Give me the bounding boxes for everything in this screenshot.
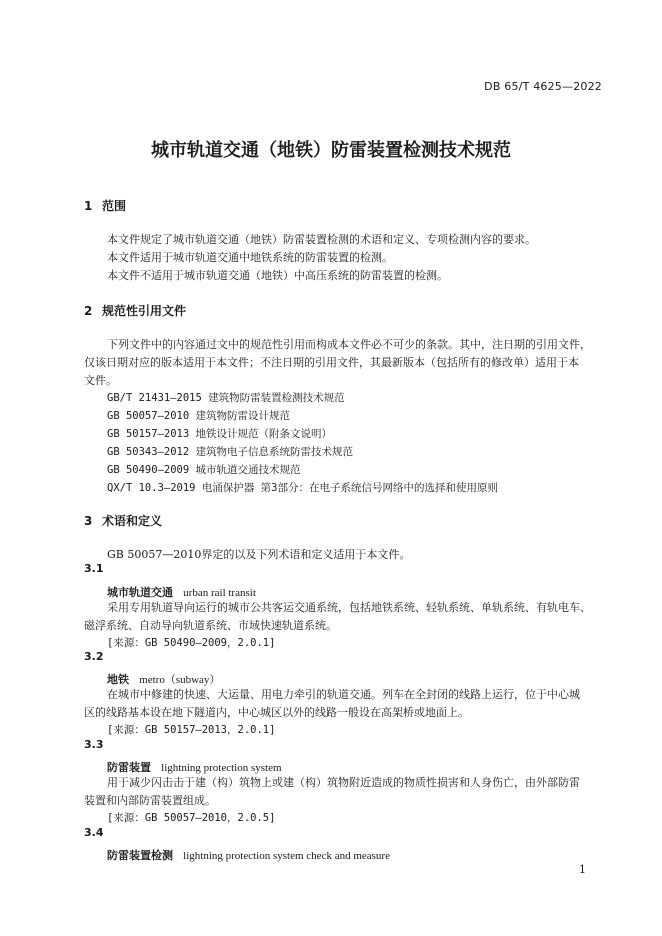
- reference-item: GB 50057—2010 建筑物防雷设计规范: [107, 410, 291, 422]
- term-definition: 装置和内部防雷装置组成。: [84, 794, 216, 807]
- paragraph: 本文件适用于城市轨道交通中地铁系统的防雷装置的检测。: [107, 251, 393, 264]
- term-english: lightning protection system check and measure: [183, 850, 390, 862]
- standard-code: DB 65/T 4625—2022: [484, 80, 602, 93]
- term-definition: 在城市中修建的快速、大运量、用电力牵引的轨道交通。列车在全封闭的线路上运行，位于中心城: [107, 688, 580, 701]
- term-source: [来源：GB 50490—2009，2.0.1]: [107, 637, 276, 649]
- page-number: 1: [579, 863, 586, 876]
- term-chinese: 防雷装置: [107, 761, 151, 774]
- term-definition: 区的线路基本设在地下隧道内，中心城区以外的线路一般设在高架桥或地面上。: [84, 706, 469, 719]
- paragraph: 本文件规定了城市轨道交通（地铁）防雷装置检测的术语和定义、专项检测内容的要求。: [107, 233, 536, 246]
- term-number: 3.1: [84, 562, 104, 575]
- term-chinese: 地铁: [107, 673, 129, 686]
- reference-item: GB 50343—2012 建筑物电子信息系统防雷技术规范: [107, 446, 354, 458]
- paragraph: 仅该日期对应的版本适用于本文件；不注日期的引用文件，其最新版本（包括所有的修改单）适用于本: [84, 356, 579, 369]
- term-entry: [107, 756, 282, 775]
- section-3-heading: [84, 512, 162, 529]
- document-title: 城市轨道交通（地铁）防雷装置检测技术规范: [151, 140, 511, 161]
- section-title: 规范性引用文件: [102, 304, 187, 318]
- term-entry: [107, 668, 220, 687]
- section-number: 1: [84, 199, 93, 213]
- term-definition: 用于减少闪击击于建（构）筑物上或建（构）筑物附近造成的物质性损害和人身伤亡，由外部防雷: [107, 776, 580, 789]
- paragraph: 下列文件中的内容通过文中的规范性引用而构成本文件必不可少的条款。其中，注日期的引用文件，: [107, 338, 591, 351]
- term-definition: 采用专用轨道导向运行的城市公共客运交通系统，包括地铁系统、轻轨系统、单轨系统、有轨电车、: [107, 601, 591, 614]
- section-number: 3: [84, 514, 93, 528]
- term-chinese: 城市轨道交通: [107, 586, 173, 599]
- term-number: 3.4: [84, 826, 104, 839]
- term-english: metro（subway）: [139, 674, 221, 686]
- section-number: 2: [84, 304, 93, 318]
- section-title: 术语和定义: [102, 514, 163, 528]
- paragraph: 本文件不适用于城市轨道交通（地铁）中高压系统的防雷装置的检测。: [107, 269, 448, 282]
- reference-item: QX/T 10.3—2019 电涌保护器 第3部分：在电子系统信号网络中的选择和使用原则: [107, 482, 498, 494]
- term-chinese: 防雷装置检测: [107, 849, 173, 862]
- term-definition: 磁浮系统、自动导向轨道系统、市域快速轨道系统。: [84, 619, 337, 632]
- section-2-heading: [84, 302, 186, 319]
- reference-item: GB/T 21431—2015 建筑物防雷装置检测技术规范: [107, 392, 345, 404]
- term-english: urban rail transit: [183, 587, 256, 599]
- section-title: 范围: [102, 199, 127, 213]
- term-source: [来源：GB 50057—2010，2.0.5]: [107, 812, 276, 824]
- term-number: 3.2: [84, 650, 104, 663]
- section-1-heading: [84, 197, 126, 214]
- term-entry: [107, 844, 390, 863]
- reference-item: GB 50157—2013 地铁设计规范（附条文说明）: [107, 428, 333, 440]
- paragraph: 文件。: [84, 374, 117, 387]
- reference-item: GB 50490—2009 城市轨道交通技术规范: [107, 464, 301, 476]
- term-number: 3.3: [84, 738, 104, 751]
- paragraph: GB 50057—2010界定的以及下列术语和定义适用于本文件。: [107, 548, 411, 561]
- term-english: lightning protection system: [161, 762, 282, 774]
- term-source: [来源：GB 50157—2013，2.0.1]: [107, 724, 276, 736]
- term-entry: [107, 581, 256, 600]
